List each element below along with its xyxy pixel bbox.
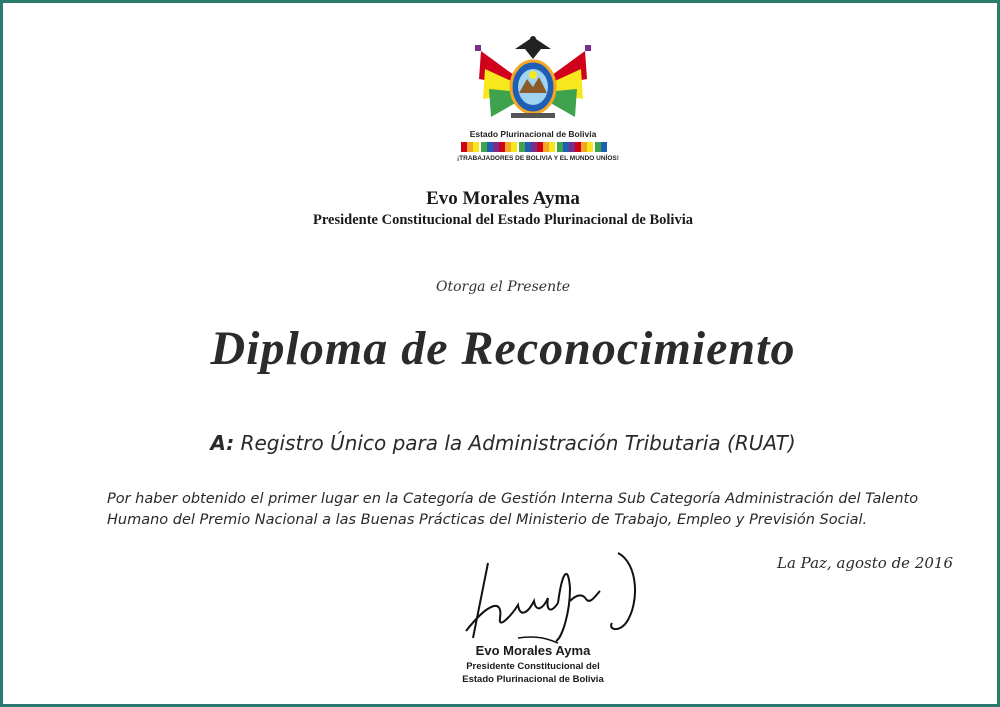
emblem-motto: ¡TRABAJADORES DE BOLIVIA Y EL MUNDO UNÍOS! <box>457 155 619 162</box>
signer-title-line1: Presidente Constitucional del <box>466 661 600 672</box>
issuer-title: Presidente Constitucional del Estado Plurinacional de Bolivia <box>313 212 693 228</box>
handwritten-signature-icon <box>458 543 658 658</box>
place-date: La Paz, agosto de 2016 <box>777 554 953 572</box>
bolivia-coat-of-arms-icon <box>471 29 595 129</box>
diploma-title: Diploma de Reconocimiento <box>210 322 796 375</box>
signer-title-line2: Estado Plurinacional de Bolivia <box>462 674 604 685</box>
recipient-name: Registro Único para la Administración Tributaria (RUAT) <box>240 431 796 455</box>
issuer-name: Evo Morales Ayma <box>426 188 580 209</box>
emblem-caption: Estado Plurinacional de Bolivia <box>469 129 597 139</box>
recipient-line <box>3 431 1000 455</box>
reason-text: Por haber obtenido el primer lugar en la Categoría de Gestión Interna Sub Categoría Administración del Talento Humano del Premio Nacional a las Buenas Prácticas del Ministerio de Trabajo, Empleo y Previsión Social. <box>107 491 919 528</box>
wiphala-stripe <box>461 142 607 152</box>
recipient-prefix: A: <box>210 431 235 455</box>
grants-text: Otorga el Presente <box>436 279 570 295</box>
signer-name: Evo Morales Ayma <box>475 643 591 658</box>
